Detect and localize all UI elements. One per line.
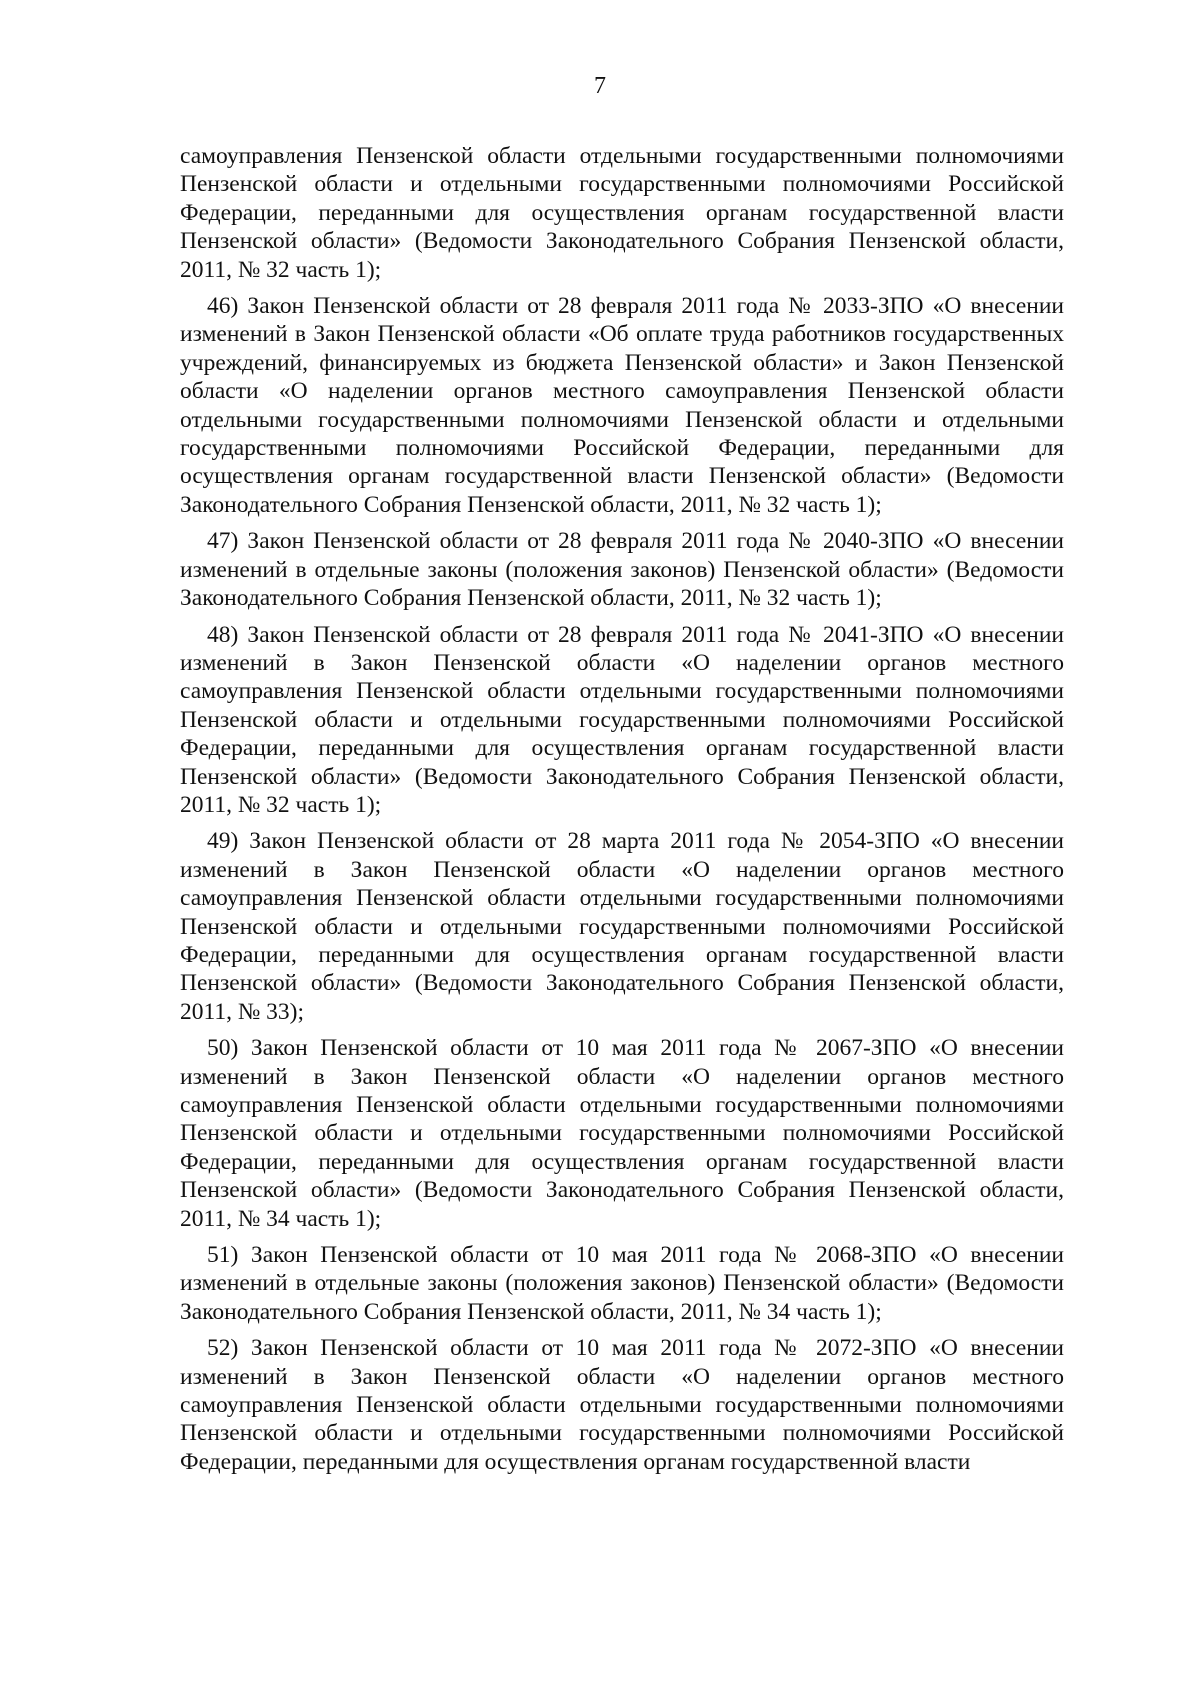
paragraph-continuation: самоуправления Пензенской области отдельными государственными полномочиями Пензенской области и отдельными государственными полномочиями Российской Федерации, переданными для осуществления органам государственной власти Пензенской области» (Ведомости Законодательного Собрания Пензенской области, 2011, № 32 часть 1); <box>180 143 1064 283</box>
list-item-47: 47) Закон Пензенской области от 28 февраля 2011 года № 2040-ЗПО «О внесении изменений в отдельные законы (положения законов) Пензенской области» (Ведомости Законодательного Собрания Пензенской области, 2011, № 32 часть 1); <box>180 528 1064 612</box>
list-item-46: 46) Закон Пензенской области от 28 февраля 2011 года № 2033-ЗПО «О внесении изменений в Закон Пензенской области «Об оплате труда работников государственных учреждений, финансируемых из бюджета Пензенской области» и Закон Пензенской области «О наделении органов местного самоуправления Пензенской области отдельными государственными полномочиями Пензенской области и отдельными государственными полномочиями Российской Федерации, переданными для осуществления органам государственной власти Пензенской области» (Ведомости Законодательного Собрания Пензенской области, 2011, № 32 часть 1); <box>180 293 1064 518</box>
list-item-52: 52) Закон Пензенской области от 10 мая 2011 года № 2072-ЗПО «О внесении изменений в Закон Пензенской области «О наделении органов местного самоуправления Пензенской области отдельными государственными полномочиями Пензенской области и отдельными государственными полномочиями Российской Федерации, переданными для осуществления органам государственной власти <box>180 1335 1064 1475</box>
page-number: 7 <box>594 73 606 99</box>
list-item-51: 51) Закон Пензенской области от 10 мая 2011 года № 2068-ЗПО «О внесении изменений в отдельные законы (положения законов) Пензенской области» (Ведомости Законодательного Собрания Пензенской области, 2011, № 34 часть 1); <box>180 1242 1064 1325</box>
document-body <box>180 142 1064 1484</box>
list-item-49: 49) Закон Пензенской области от 28 марта 2011 года № 2054-ЗПО «О внесении изменений в Закон Пензенской области «О наделении органов местного самоуправления Пензенской области отдельными государственными полномочиями Пензенской области и отдельными государственными полномочиями Российской Федерации, переданными для осуществления органам государственной власти Пензенской области» (Ведомости Законодательного Собрания Пензенской области, 2011, № 33); <box>180 828 1064 1025</box>
list-item-50: 50) Закон Пензенской области от 10 мая 2011 года № 2067-ЗПО «О внесении изменений в Закон Пензенской области «О наделении органов местного самоуправления Пензенской области отдельными государственными полномочиями Пензенской области и отдельными государственными полномочиями Российской Федерации, переданными для осуществления органам государственной власти Пензенской области» (Ведомости Законодательного Собрания Пензенской области, 2011, № 34 часть 1); <box>180 1035 1064 1232</box>
list-item-48: 48) Закон Пензенской области от 28 февраля 2011 года № 2041-ЗПО «О внесении изменений в Закон Пензенской области «О наделении органов местного самоуправления Пензенской области отдельными государственными полномочиями Пензенской области и отдельными государственными полномочиями Российской Федерации, переданными для осуществления органам государственной власти Пензенской области» (Ведомости Законодательного Собрания Пензенской области, 2011, № 32 часть 1); <box>180 621 1064 818</box>
